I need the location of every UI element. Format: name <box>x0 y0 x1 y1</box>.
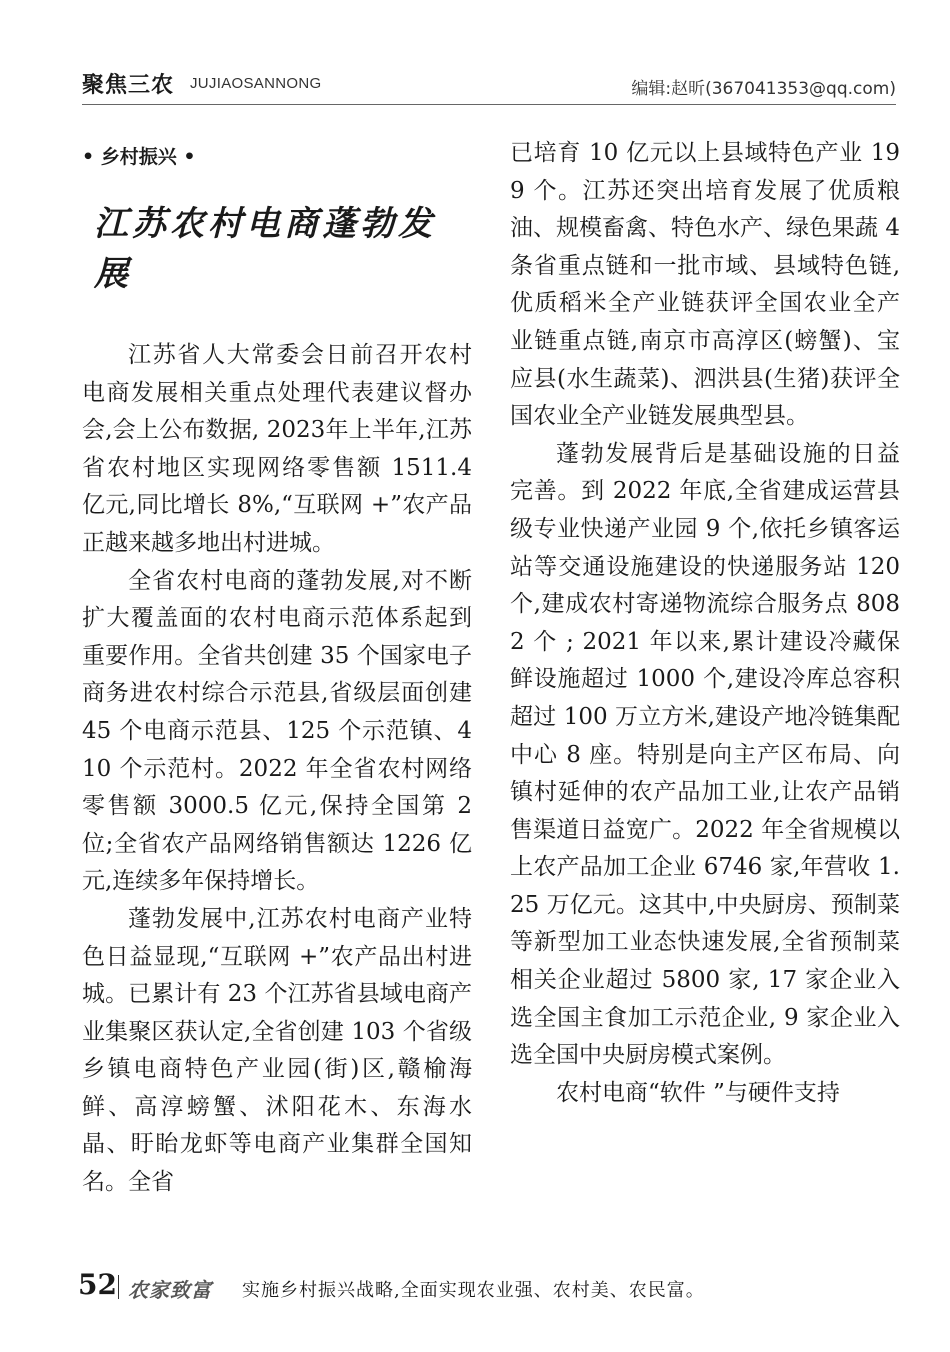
article-title: 江苏农村电商蓬勃发展 <box>94 204 436 294</box>
article-paragraph: 农村电商“软件 ”与硬件支持 <box>556 1079 840 1106</box>
footer-slogan: 实施乡村振兴战略,全面实现农业强、农村美、农民富。 <box>242 1280 705 1301</box>
article-paragraph: 江苏省人大常委会日前召开农村电商发展相关重点处理代表建议督办会,会上公布数据, 2023年上半年,江苏省农村地区实现网络零售额 1511.4 亿元,同比增长 8%,“互联网 +”农产品正越来越多地出村进城。 <box>82 342 472 556</box>
left-column <box>82 120 472 1202</box>
article-paragraph-continued: 已培育 10 亿元以上县域特色产业 199 个。江苏还突出培育发展了优质粮油、规模畜禽、特色水产、绿色果蔬 4 条省重点链和一批市域、县域特色链,优质稻米全产业链获评全国农业全产业链重点链,南京市高淳区(螃蟹)、宝应县(水生蔬菜)、泗洪县(生猪)获评全国农业全产业链发展典型县。 <box>510 140 900 430</box>
footer-divider <box>118 1275 119 1299</box>
page-header <box>82 68 896 102</box>
right-column <box>510 135 900 1112</box>
editor-credit: 编辑:赵昕(367041353@qq.com) <box>631 79 896 99</box>
section-name-pinyin: JUJIAOSANNONG <box>190 75 322 92</box>
page-number: 52 <box>78 1268 117 1301</box>
magazine-logo: 农家致富 <box>128 1278 212 1302</box>
article-kicker: • 乡村振兴 • <box>82 146 196 168</box>
article-paragraph: 蓬勃发展中,江苏农村电商产业特色日益显现,“互联网 +”农产品出村进城。已累计有 23 个江苏省县域电商产业集聚区获认定,全省创建 103 个省级乡镇电商特色产业园(街)区,赣榆海鲜、高淳螃蟹、沭阳花木、东海水晶、盱眙龙虾等电商产业集群全国知名。全省 <box>82 905 472 1196</box>
header-divider <box>82 104 896 105</box>
section-name: 聚焦三农 <box>82 73 175 98</box>
article-paragraph: 全省农村电商的蓬勃发展,对不断扩大覆盖面的农村电商示范体系起到重要作用。全省共创建 35 个国家电子商务进农村综合示范县,省级层面创建 45 个电商示范县、125 个示范镇、410 个示范村。2022 年全省农村网络零售额 3000.5 亿元,保持全国第 2 位;全省农产品网络销售额达 1226 亿元,连续多年保持增长。 <box>82 567 472 895</box>
article-paragraph: 蓬勃发展背后是基础设施的日益完善。到 2022 年底,全省建成运营县级专业快递产业园 9 个,依托乡镇客运站等交通设施建设的快递服务站 120 个,建成农村寄递物流综合服务点 8082 个 ; 2021 年以来,累计建设冷藏保鲜设施超过 1000 个,建设冷库总容积超过 100 万立方米,建设产地冷链集配中心 8 座。特别是向主产区布局、向镇村延伸的农产品加工业,让农产品销售渠道日益宽广。2022 年全省规模以上农产品加工企业 6746 家,年营收 1.25 万亿元。这其中,中央厨房、预制菜等新型加工业态快速发展,全省预制菜相关企业超过 5800 家, 17 家企业入选全国主食加工示范企业, 9 家企业入选全国中央厨房模式案例。 <box>510 440 900 1069</box>
